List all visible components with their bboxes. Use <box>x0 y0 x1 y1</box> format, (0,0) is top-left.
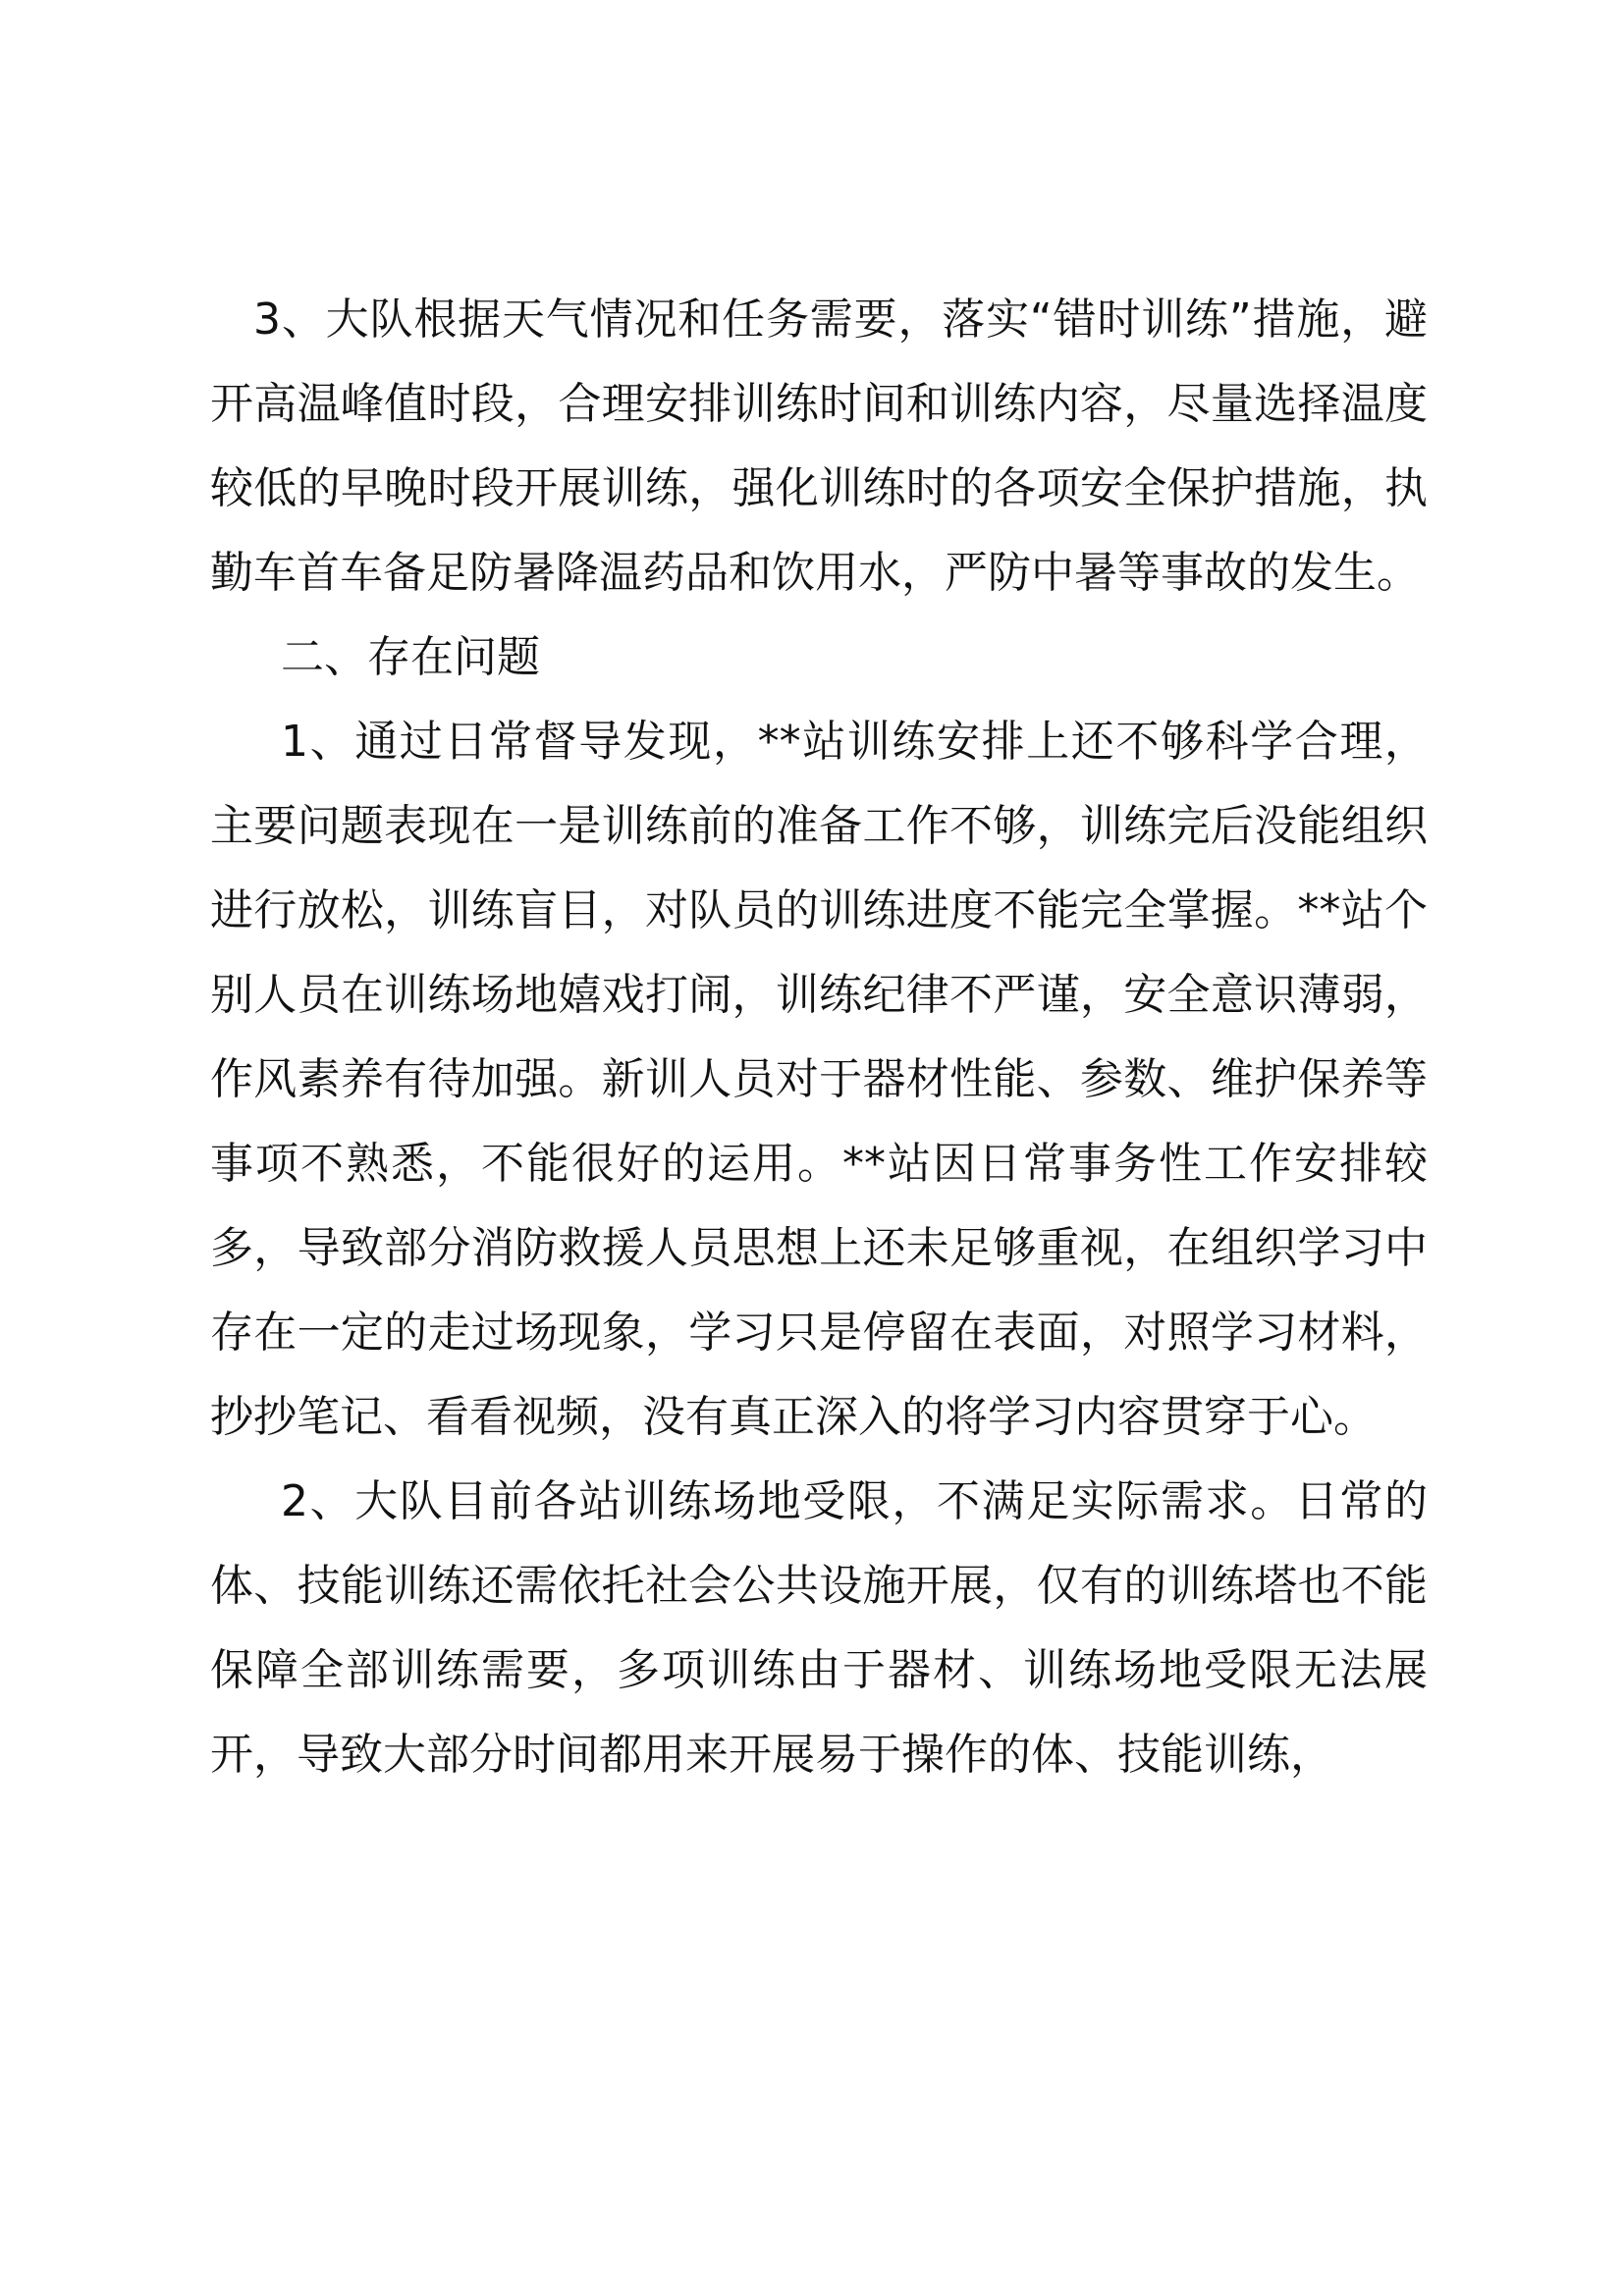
document-body <box>210 278 1428 1797</box>
paragraph-problem-1: 1、通过日常督导发现，**站训练安排上还不够科学合理，主要问题表现在一是训练前的准备工作不够，训练完后没能组织进行放松，训练盲目，对队员的训练进度不能完全掌握。**站个别人员在训练场地嬉戏打闹，训练纪律不严谨，安全意识薄弱，作风素养有待加强。新训人员对于器材性能、参数、维护保养等事项不熟悉，不能很好的运用。**站因日常事务性工作安排较多，导致部分消防救援人员思想上还未足够重视，在组织学习中存在一定的走过场现象，学习只是停留在表面，对照学习材料，抄抄笔记、看看视频，没有真正深入的将学习内容贯穿于心。 <box>210 717 1428 1442</box>
paragraph-problem-2: 2、大队目前各站训练场地受限，不满足实际需求。日常的体、技能训练还需依托社会公共设施开展，仅有的训练塔也不能保障全部训练需要，多项训练由于器材、训练场地受限无法展开，导致大部分时间都用来开展易于操作的体、技能训练， <box>210 1476 1428 1780</box>
paragraph-staggered-training: 3、大队根据天气情况和任务需要，落实“错时训练”措施，避开高温峰值时段，合理安排训练时间和训练内容，尽量选择温度较低的早晚时段开展训练，强化训练时的各项安全保护措施，执勤车首车备足防暑降温药品和饮用水，严防中暑等事故的发生。 <box>210 294 1428 598</box>
section-heading-existing-problems: 二、存在问题 <box>281 632 540 682</box>
